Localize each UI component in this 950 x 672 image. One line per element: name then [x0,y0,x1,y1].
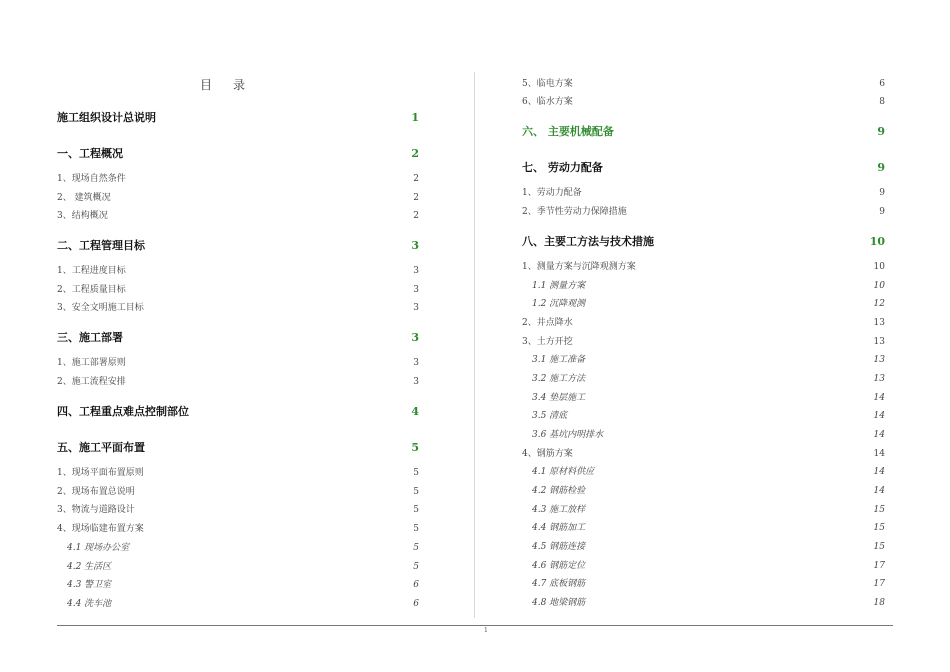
toc-entry[interactable] [522,334,885,347]
toc-entry[interactable] [57,403,419,419]
toc-entry-title: 1、现场自然条件 [57,174,126,184]
toc-entry-title: 六、 主要机械配备 [522,125,614,138]
toc-entry-title: 3、物流与道路设计 [57,505,135,515]
toc-entry[interactable] [57,190,419,203]
toc-entry-title: 2、季节性劳动力保障措施 [522,207,627,217]
toc-entry[interactable] [522,204,885,217]
toc-entry[interactable] [57,329,419,345]
toc-entry-page: 6 [413,580,419,590]
toc-entry-title: 4、现场临建布置方案 [57,524,144,534]
toc-entry-page: 5 [413,468,419,478]
toc-entry-title: 1、工程进度目标 [57,266,126,276]
toc-entry-page: 2 [411,147,419,160]
toc-entry-page: 5 [413,505,419,515]
toc-title-char-2: 录 [233,78,247,92]
toc-entry-title: 4.3 施工放样 [532,505,586,515]
toc-title [200,76,246,93]
toc-entry-page: 2 [413,211,419,221]
toc-entry-page: 1 [411,111,419,124]
toc-entry[interactable] [522,296,885,309]
toc-entry[interactable] [57,374,419,387]
toc-entry-page: 14 [873,467,885,477]
toc-entry[interactable] [57,540,419,553]
toc-entry-page: 5 [413,543,419,553]
toc-entry-title: 4.7 底板钢筋 [532,579,586,589]
toc-entry[interactable] [57,521,419,534]
toc-entry-title: 3、安全文明施工目标 [57,303,144,313]
toc-entry[interactable] [57,237,419,253]
toc-entry-title: 5、临电方案 [522,79,573,89]
toc-entry[interactable] [522,159,885,175]
toc-entry-page: 13 [873,337,885,347]
toc-entry-page: 9 [877,125,885,138]
toc-entry-title: 八、主要工方法与技术措施 [522,235,654,248]
toc-entry-page: 3 [413,377,419,387]
toc-entry[interactable] [522,464,885,477]
toc-entry[interactable] [57,263,419,276]
toc-entry-title: 4.4 洗车池 [67,599,112,609]
toc-entry-page: 10 [869,235,885,248]
toc-entry-page: 5 [411,441,419,454]
toc-entry-title: 1.2 沉降观测 [532,299,586,309]
toc-entry[interactable] [57,502,419,515]
toc-entry-page: 3 [411,239,419,252]
toc-entry-page: 10 [873,262,885,272]
toc-entry-title: 1、现场平面布置原则 [57,468,144,478]
toc-entry-page: 4 [411,405,419,418]
footer-rule [57,625,893,626]
toc-entry[interactable] [57,577,419,590]
toc-entry-page: 3 [413,303,419,313]
toc-entry-page: 5 [413,524,419,534]
toc-entry-page: 5 [413,487,419,497]
toc-entry[interactable] [522,427,885,440]
toc-entry-title: 2、井点降水 [522,318,573,328]
toc-entry-title: 五、施工平面布置 [57,441,145,454]
toc-entry-title: 1.1 测量方案 [532,281,586,291]
toc-entry-page: 3 [413,285,419,295]
toc-entry[interactable] [57,559,419,572]
toc-entry[interactable] [57,596,419,609]
toc-entry-page: 18 [873,598,885,608]
toc-entry-page: 3 [413,358,419,368]
toc-entry[interactable] [522,595,885,608]
toc-entry-page: 14 [873,486,885,496]
toc-entry[interactable] [57,300,419,313]
toc-entry[interactable] [522,483,885,496]
toc-entry-title: 七、 劳动力配备 [522,161,603,174]
toc-entry-title: 4.5 钢筋连接 [532,542,586,552]
toc-entry-page: 9 [877,161,885,174]
toc-entry[interactable] [522,259,885,272]
toc-entry[interactable] [57,208,419,221]
toc-entry[interactable] [522,446,885,459]
toc-entry-title: 2、工程质量目标 [57,285,126,295]
toc-entry-title: 四、工程重点难点控制部位 [57,405,189,418]
toc-entry-title: 4.1 原材料供应 [532,467,595,477]
toc-entry-title: 4.3 警卫室 [67,580,112,590]
toc-entry-title: 3、土方开挖 [522,337,573,347]
toc-entry-title: 2、 建筑概况 [57,193,111,203]
toc-entry-title: 3.6 基坑内明排水 [532,430,604,440]
toc-entry[interactable] [522,502,885,515]
toc-entry-title: 施工组织设计总说明 [57,111,156,124]
toc-entry[interactable] [522,94,885,107]
toc-entry-title: 6、临水方案 [522,97,573,107]
toc-entry[interactable] [522,352,885,365]
toc-entry-page: 2 [413,193,419,203]
toc-entry[interactable] [522,371,885,384]
toc-entry-page: 8 [879,97,885,107]
toc-entry-page: 13 [873,318,885,328]
toc-title-char-1: 目 [200,78,214,92]
toc-entry-page: 15 [873,505,885,515]
toc-entry[interactable] [57,171,419,184]
toc-entry[interactable] [522,390,885,403]
toc-entry-page: 5 [413,562,419,572]
toc-entry[interactable] [57,465,419,478]
toc-entry[interactable] [522,315,885,328]
toc-entry-page: 9 [879,188,885,198]
toc-entry[interactable] [522,278,885,291]
toc-entry-title: 1、测量方案与沉降观测方案 [522,262,636,272]
toc-entry-page: 10 [873,281,885,291]
toc-entry[interactable] [522,408,885,421]
toc-entry-title: 一、工程概况 [57,147,123,160]
toc-entry-page: 14 [873,449,885,459]
toc-entry-page: 6 [879,79,885,89]
toc-entry-title: 4.8 地梁钢筋 [532,598,586,608]
toc-entry-page: 15 [873,523,885,533]
toc-entry-page: 17 [873,561,885,571]
toc-entry[interactable] [522,539,885,552]
toc-entry-page: 17 [873,579,885,589]
toc-entry-title: 1、劳动力配备 [522,188,582,198]
toc-entry[interactable] [57,439,419,455]
page-number: 1 [484,627,488,634]
toc-entry-title: 4.2 生活区 [67,562,112,572]
toc-entry-title: 二、工程管理目标 [57,239,145,252]
toc-entry-page: 14 [873,430,885,440]
toc-entry-page: 13 [873,355,885,365]
toc-entry-title: 4.2 钢筋检验 [532,486,586,496]
toc-entry[interactable] [522,233,885,249]
toc-entry[interactable] [57,282,419,295]
toc-entry[interactable] [522,576,885,589]
toc-entry[interactable] [57,109,419,125]
toc-entry-title: 2、施工流程安排 [57,377,126,387]
toc-entry-title: 4、钢筋方案 [522,449,573,459]
toc-entry-page: 15 [873,542,885,552]
toc-entry-title: 2、现场布置总说明 [57,487,135,497]
toc-entry-page: 14 [873,393,885,403]
toc-entry-page: 9 [879,207,885,217]
toc-entry-page: 6 [413,599,419,609]
toc-entry-page: 2 [413,174,419,184]
toc-entry-title: 4.6 钢筋定位 [532,561,586,571]
toc-entry[interactable] [57,355,419,368]
toc-entry-page: 13 [873,374,885,384]
toc-entry[interactable] [522,185,885,198]
toc-entry-title: 三、施工部署 [57,331,123,344]
column-divider [474,72,475,618]
toc-entry-title: 3.5 清底 [532,411,568,421]
toc-entry[interactable] [57,484,419,497]
toc-entry-title: 3.4 垫层施工 [532,393,586,403]
toc-entry-title: 4.1 现场办公室 [67,543,130,553]
toc-entry-title: 4.4 钢筋加工 [532,523,586,533]
toc-entry-title: 1、施工部署原则 [57,358,126,368]
toc-entry-title: 3.1 施工准备 [532,355,586,365]
toc-entry-page: 14 [873,411,885,421]
toc-entry-page: 3 [413,266,419,276]
toc-entry[interactable] [522,520,885,533]
toc-entry[interactable] [57,145,419,161]
toc-entry-title: 3、结构概况 [57,211,108,221]
toc-entry[interactable] [522,76,885,89]
toc-entry-page: 3 [411,331,419,344]
toc-entry-page: 12 [873,299,885,309]
toc-entry-title: 3.2 施工方法 [532,374,586,384]
toc-entry[interactable] [522,123,885,139]
toc-entry[interactable] [522,558,885,571]
